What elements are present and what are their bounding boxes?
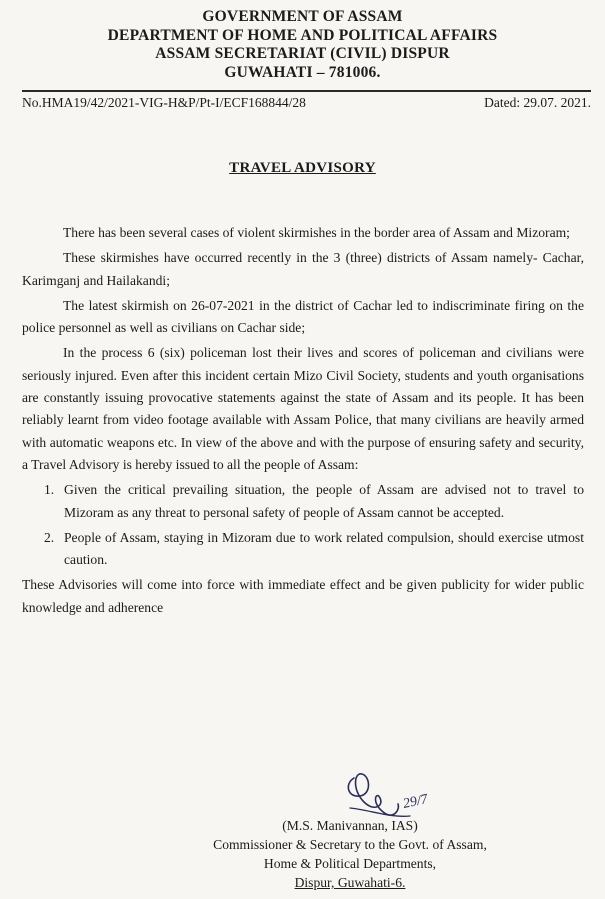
- letterhead-department: DEPARTMENT OF HOME AND POLITICAL AFFAIRS: [107, 26, 498, 44]
- advisory-text: Given the critical prevailing situation, the people of Assam are advised not to travel to Mizoram as any threat to personal safety of people of Assam cannot be accepted.: [64, 482, 584, 520]
- paragraph: These skirmishes have occurred recently in the 3 (three) districts of Assam namely- Cachar, Karimganj and Hailakandi;: [22, 250, 584, 288]
- advisory-item: [22, 527, 584, 572]
- document-title: TRAVEL ADVISORY: [229, 160, 376, 176]
- advisory-list: [22, 479, 584, 571]
- paragraph: There has been several cases of violent skirmishes in the border area of Assam and Mizoram;: [63, 225, 570, 240]
- letterhead-secretariat: ASSAM SECRETARIAT (CIVIL) DISPUR: [155, 45, 450, 62]
- closing-paragraph: These Advisories will come into force with immediate effect and be given publicity for wider public knowledge and adherence: [22, 577, 584, 615]
- advisory-number: 1.: [44, 482, 55, 498]
- reference-date: Dated: 29.07. 2021.: [484, 95, 591, 110]
- signatory-place: Dispur, Guwahati-6.: [294, 875, 406, 890]
- letterhead-government: GOVERNMENT OF ASSAM: [202, 8, 403, 25]
- advisory-text: People of Assam, staying in Mizoram due to work related compulsion, should exercise utmost caution.: [64, 529, 584, 568]
- document-body: [22, 222, 584, 619]
- signature-block: [180, 816, 520, 892]
- paragraph: In the process 6 (six) policeman lost their lives and scores of policeman and civilians were seriously injured. Even after this incident certain Mizo Civil Society, students and youth organisations are constantly issuing provocative statements against the state of Assam and its people. It has been reliably learnt from video footage available with Assam Police, that many civilians are heavily armed with automatic weapons etc. In view of the above and with the purpose of ensuring safety and security, a Travel Advisory is hereby issued to all the people of Assam:: [22, 345, 584, 472]
- reference-line: [22, 90, 591, 111]
- letterhead: [0, 8, 605, 82]
- advisory-item: [22, 479, 584, 524]
- advisory-number: 2.: [44, 529, 55, 545]
- signatory-department: Home & Political Departments,: [263, 856, 437, 871]
- letterhead-address: GUWAHATI – 781006.: [224, 63, 381, 81]
- reference-number: No.HMA19/42/2021-VIG-H&P/Pt-I/ECF168844/28: [22, 95, 306, 110]
- signatory-designation: Commissioner & Secretary to the Govt. of Assam,: [213, 837, 487, 852]
- paragraph: The latest skirmish on 26-07-2021 in the district of Cachar led to indiscriminate firing on the police personnel as well as civilians on Cachar side;: [22, 297, 584, 336]
- signatory-name: (M.S. Manivannan, IAS): [282, 818, 418, 833]
- handwritten-date: 29/7: [401, 792, 430, 812]
